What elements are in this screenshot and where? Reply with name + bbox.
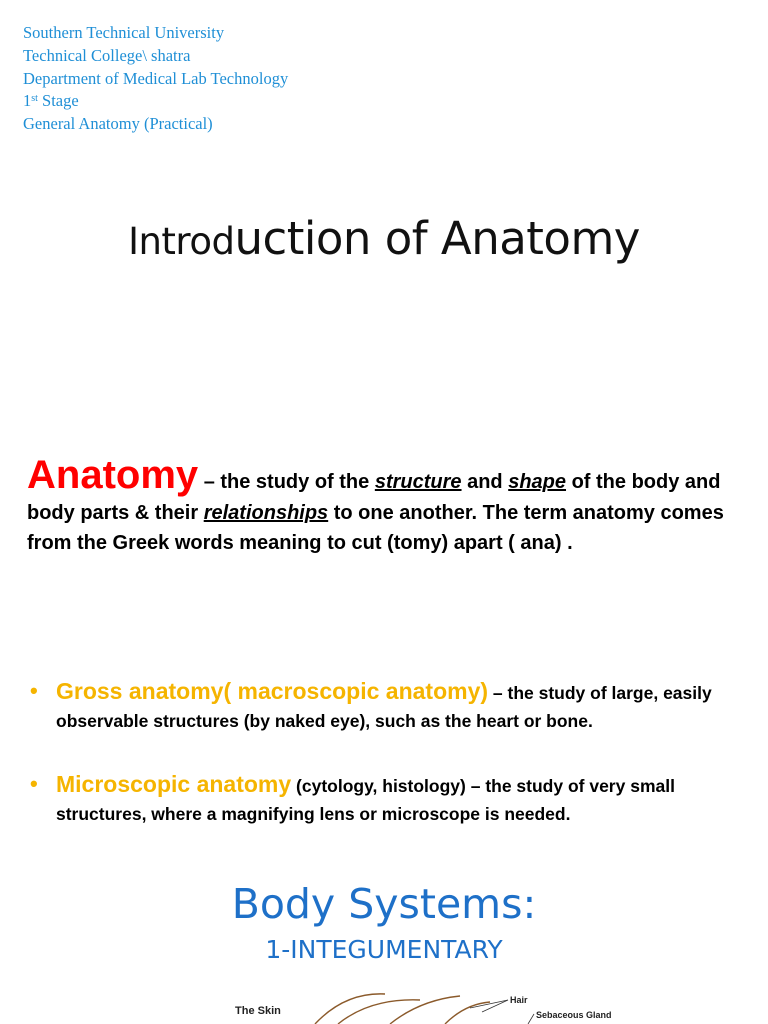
- integumentary-subheading: 1-INTEGUMENTARY: [265, 935, 503, 964]
- definition-text-2: and: [461, 471, 509, 493]
- title-part-intro: Intro: [128, 220, 212, 263]
- label-sebaceous-gland: Sebaceous Gland: [536, 1010, 612, 1020]
- microscopic-anatomy-text: (cytology, histology) – the study of very small structures, where a magnifying lens or microscope is needed.: [56, 776, 675, 824]
- skin-diagram: [220, 990, 680, 1024]
- definition-text-3: of the body and body parts & their: [27, 471, 721, 524]
- gross-anatomy-text: – the study of large, easily observable structures (by naked eye), such as the heart or bone.: [56, 683, 712, 731]
- hair-strand: [315, 994, 385, 1024]
- leader-line: [470, 1000, 508, 1008]
- title-part-d: d: [211, 220, 235, 263]
- page-title: [0, 212, 768, 265]
- microscopic-anatomy-heading: Microscopic anatomy: [56, 771, 292, 797]
- stage-suffix: st: [31, 93, 38, 105]
- gross-anatomy-heading: Gross anatomy( macroscopic anatomy): [56, 678, 489, 704]
- body-systems-heading: Body Systems:: [231, 880, 537, 928]
- word-relationships: relationships: [203, 501, 329, 524]
- institution-header: [23, 22, 288, 136]
- skin-figure-title: The Skin: [235, 1005, 281, 1017]
- bullet-dot: •: [30, 678, 38, 703]
- stage-line: [23, 90, 288, 113]
- title-part-rest: uction of Anatomy: [234, 212, 640, 265]
- stage-label: Stage: [37, 91, 79, 111]
- department-name: Department of Medical Lab Technology: [23, 68, 289, 88]
- definition-text-1: – the study of the: [198, 471, 375, 493]
- leader-line: [528, 1014, 534, 1024]
- university-name: Southern Technical University: [23, 23, 225, 42]
- anatomy-term: Anatomy: [27, 453, 199, 497]
- bullet-gross-anatomy: [30, 677, 760, 735]
- definition-text-4: to one another. The term anatomy comes from the Greek words meaning to cut (tomy) apart ( ana) .: [27, 501, 724, 554]
- label-hair: Hair: [510, 995, 528, 1005]
- word-shape: shape: [508, 471, 567, 493]
- anatomy-definition: [27, 453, 757, 559]
- word-structure: structure: [374, 471, 462, 493]
- course-name: General Anatomy (Practical): [23, 114, 213, 134]
- bullet-microscopic-anatomy: [30, 770, 760, 828]
- bullet-dot: •: [30, 771, 38, 796]
- college-name: Technical College\ shatra: [23, 45, 191, 65]
- stage-number: 1: [23, 91, 32, 111]
